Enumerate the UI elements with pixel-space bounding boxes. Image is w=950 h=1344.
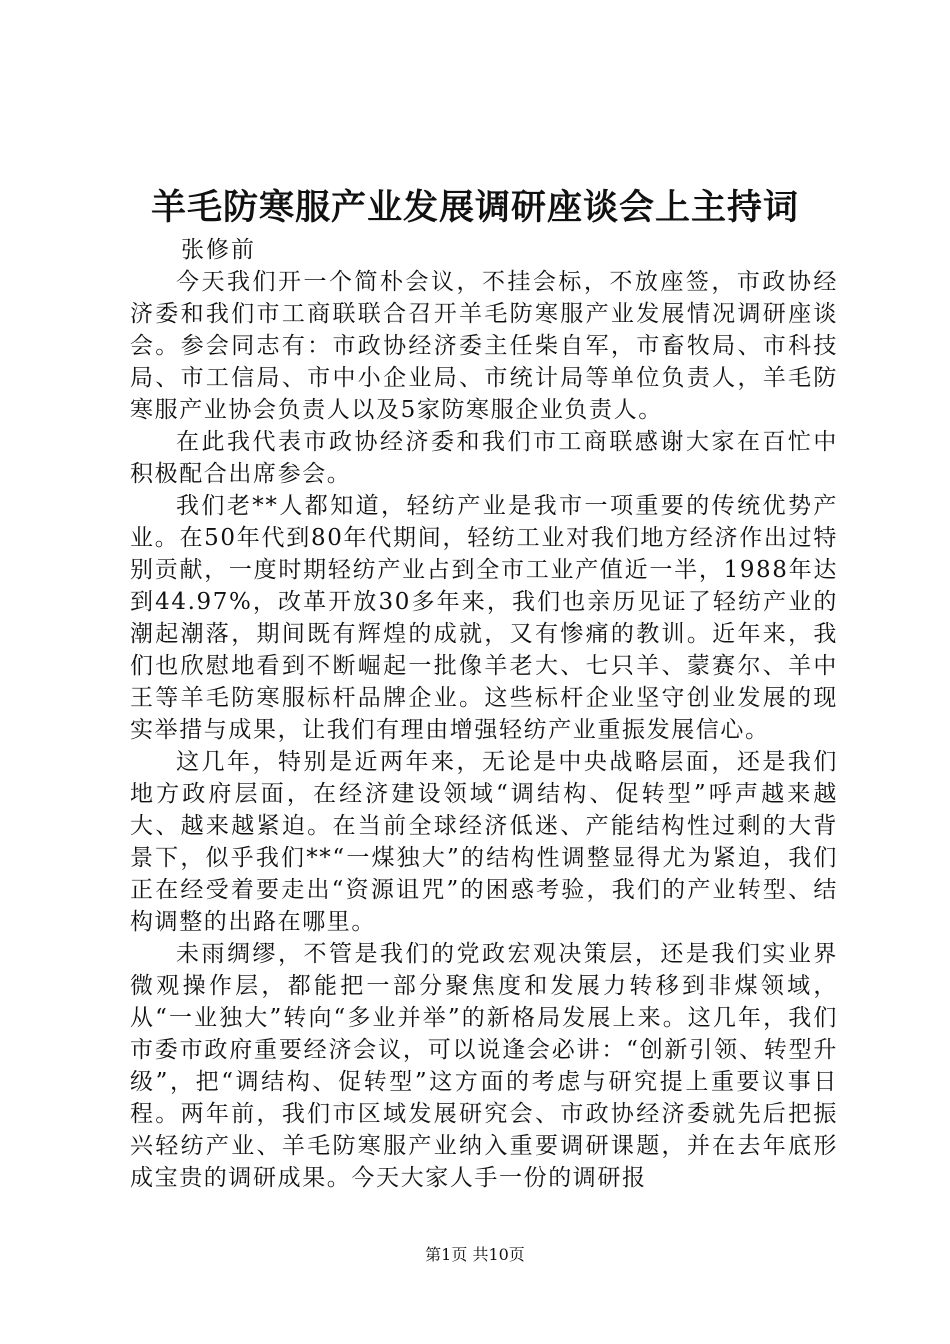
- paragraph: 在此我代表市政协经济委和我们市工商联感谢大家在百忙中积极配合出席参会。: [130, 429, 838, 487]
- page-number-indicator: 第1页 共10页: [425, 1245, 525, 1264]
- document-title: 羊毛防寒服产业发展调研座谈会上主持词: [150, 187, 799, 228]
- paragraph: 未雨绸缪，不管是我们的党政宏观决策层，还是我们实业界微观操作层，都能把一部分聚焦度和发展力转移到非煤领域，从“一业独大”转向“多业并举”的新格局发展上来。这几年，我们市委市政府重要经济会议，可以说逢会必讲：“创新引领、转型升级”，把“调结构、促转型”这方面的考虑与研究提上重要议事日程。两年前，我们市区域发展研究会、市政协经济委就先后把振兴轻纺产业、羊毛防寒服产业纳入重要调研课题，并在去年底形成宝贵的调研成果。今天大家人手一份的调研报: [130, 941, 838, 1191]
- paragraph: 这几年，特别是近两年来，无论是中央战略层面，还是我们地方政府层面，在经济建设领域“调结构、促转型”呼声越来越大、越来越紧迫。在当前全球经济低迷、产能结构性过剩的大背景下，似乎我们**“一煤独大”的结构性调整显得尤为紧迫，我们正在经受着要走出“资源诅咒”的困惑考验，我们的产业转型、结构调整的出路在哪里。: [130, 749, 838, 935]
- author-name: 张修前: [181, 237, 256, 263]
- document-body: [130, 266, 838, 1194]
- paragraph: 今天我们开一个简朴会议，不挂会标，不放座签，市政协经济委和我们市工商联联合召开羊毛防寒服产业发展情况调研座谈会。参会同志有：市政协经济委主任柴自军，市畜牧局、市科技局、市工信局、市中小企业局、市统计局等单位负责人，羊毛防寒服产业协会负责人以及5家防寒服企业负责人。: [130, 269, 838, 423]
- paragraph: 我们老**人都知道，轻纺产业是我市一项重要的传统优势产业。在50年代到80年代期间，轻纺工业对我们地方经济作出过特别贡献，一度时期轻纺产业占到全市工业产值近一半，1988年达到44.97%，改革开放30多年来，我们也亲历见证了轻纺产业的潮起潮落，期间既有辉煌的成就，又有惨痛的教训。近年来，我们也欣慰地看到不断崛起一批像羊老大、七只羊、蒙赛尔、羊中王等羊毛防寒服标杆品牌企业。这些标杆企业坚守创业发展的现实举措与成果，让我们有理由增强轻纺产业重振发展信心。: [130, 493, 838, 743]
